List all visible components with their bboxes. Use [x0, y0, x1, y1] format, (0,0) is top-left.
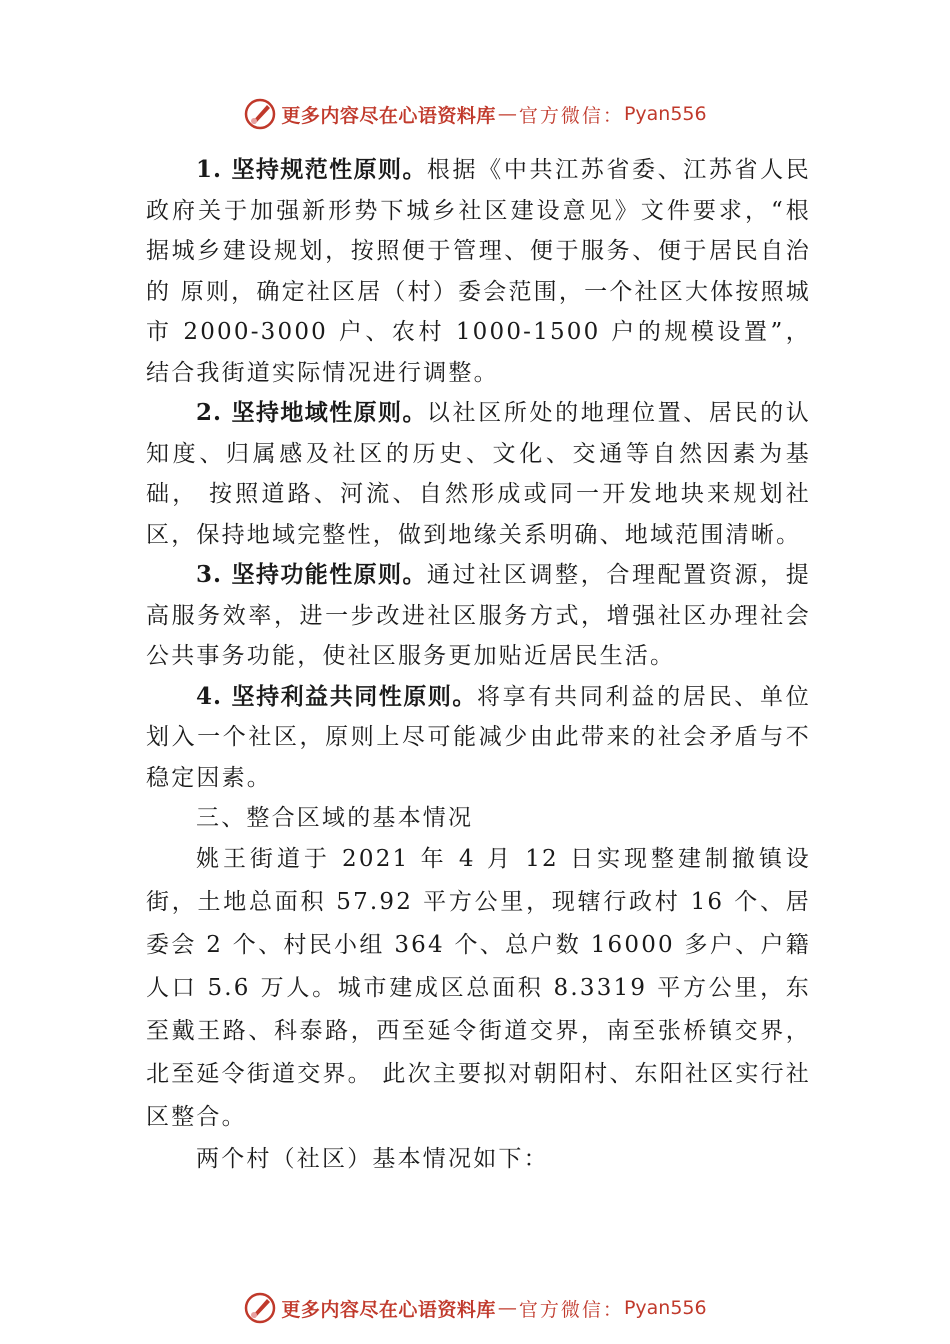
watermark-wechat-id: Pyan556: [623, 103, 707, 125]
principle-lead: 2. 坚持地域性原则。: [196, 399, 427, 426]
watermark-footer: [0, 1290, 950, 1326]
watermark-main-text: 更多内容尽在心语资料库: [281, 104, 496, 127]
watermark-separator: —: [497, 103, 517, 125]
principle-lead: 4. 坚持利益共同性原则。: [196, 682, 477, 710]
watermark-wechat-label: 官方微信：: [518, 1298, 624, 1321]
section-heading: 三、整合区域的基本情况: [196, 805, 474, 831]
principle-paragraph-4: [146, 677, 811, 799]
watermark-main-text: 更多内容尽在心语资料库: [281, 1298, 496, 1321]
section-body-paragraph: 姚王街道于 2021 年 4 月 12 日实现整建制撤镇设街，土地总面积 57.92 平方公里，现辖行政村 16 个、居委会 2 个、村民小组 364 个、总户数 16000 多户、户籍人口 5.6 万人。城市建成区总面积 8.3319 平方公里，东至戴王路、科泰路，西至延令街道交界，南至张桥镇交界，北至延令街道交界。 此次主要拟对朝阳村、东阳社区实行社区整合。: [146, 846, 811, 1130]
watermark-separator: —: [497, 1297, 517, 1319]
principle-text: 通过社区调整，合理配置资源，提高服务效率，进一步改进社区服务方式，增强社区办理社会公共事务功能，使社区服务更加贴近居民生活。: [146, 562, 811, 669]
principle-lead: 1. 坚持规范性原则。: [196, 156, 427, 183]
quill-seal-icon: [243, 97, 277, 131]
watermark-header: [0, 96, 950, 132]
principle-text: 将享有共同利益的居民、单位划入一个社区，原则上尽可能减少由此带来的社会矛盾与不稳定因素。: [146, 683, 811, 791]
principle-text: 以社区所处的地理位置、居民的认知度、归属感及社区的历史、文化、交通等自然因素为基础， 按照道路、河流、自然形成或同一开发地块来规划社区，保持地域完整性，做到地缘关系明确、地域范围清晰。: [146, 400, 811, 548]
principle-text: 根据《中共江苏省委、江苏省人民政府关于加强新形势下城乡社区建设意见》文件要求，“根据城乡建设规划，按照便于管理、便于服务、便于居民自治的 原则，确定社区居（村）委会范围，一个社区大体按照城市 2000-3000 户、农村 1000-1500 户的规模设置”，结合我街道实际情况进行调整。: [146, 157, 811, 386]
section-followup-paragraph: 两个村（社区）基本情况如下：: [196, 1146, 549, 1172]
principle-paragraph-2: [146, 393, 811, 555]
principle-lead: 3. 坚持功能性原则。: [196, 561, 427, 588]
principle-paragraph-1: [146, 150, 811, 393]
quill-seal-icon: [243, 1291, 277, 1325]
principle-paragraph-3: [146, 555, 811, 677]
document-body: [146, 150, 811, 1180]
watermark-wechat-label: 官方微信：: [518, 104, 624, 127]
watermark-wechat-id: Pyan556: [623, 1297, 707, 1319]
